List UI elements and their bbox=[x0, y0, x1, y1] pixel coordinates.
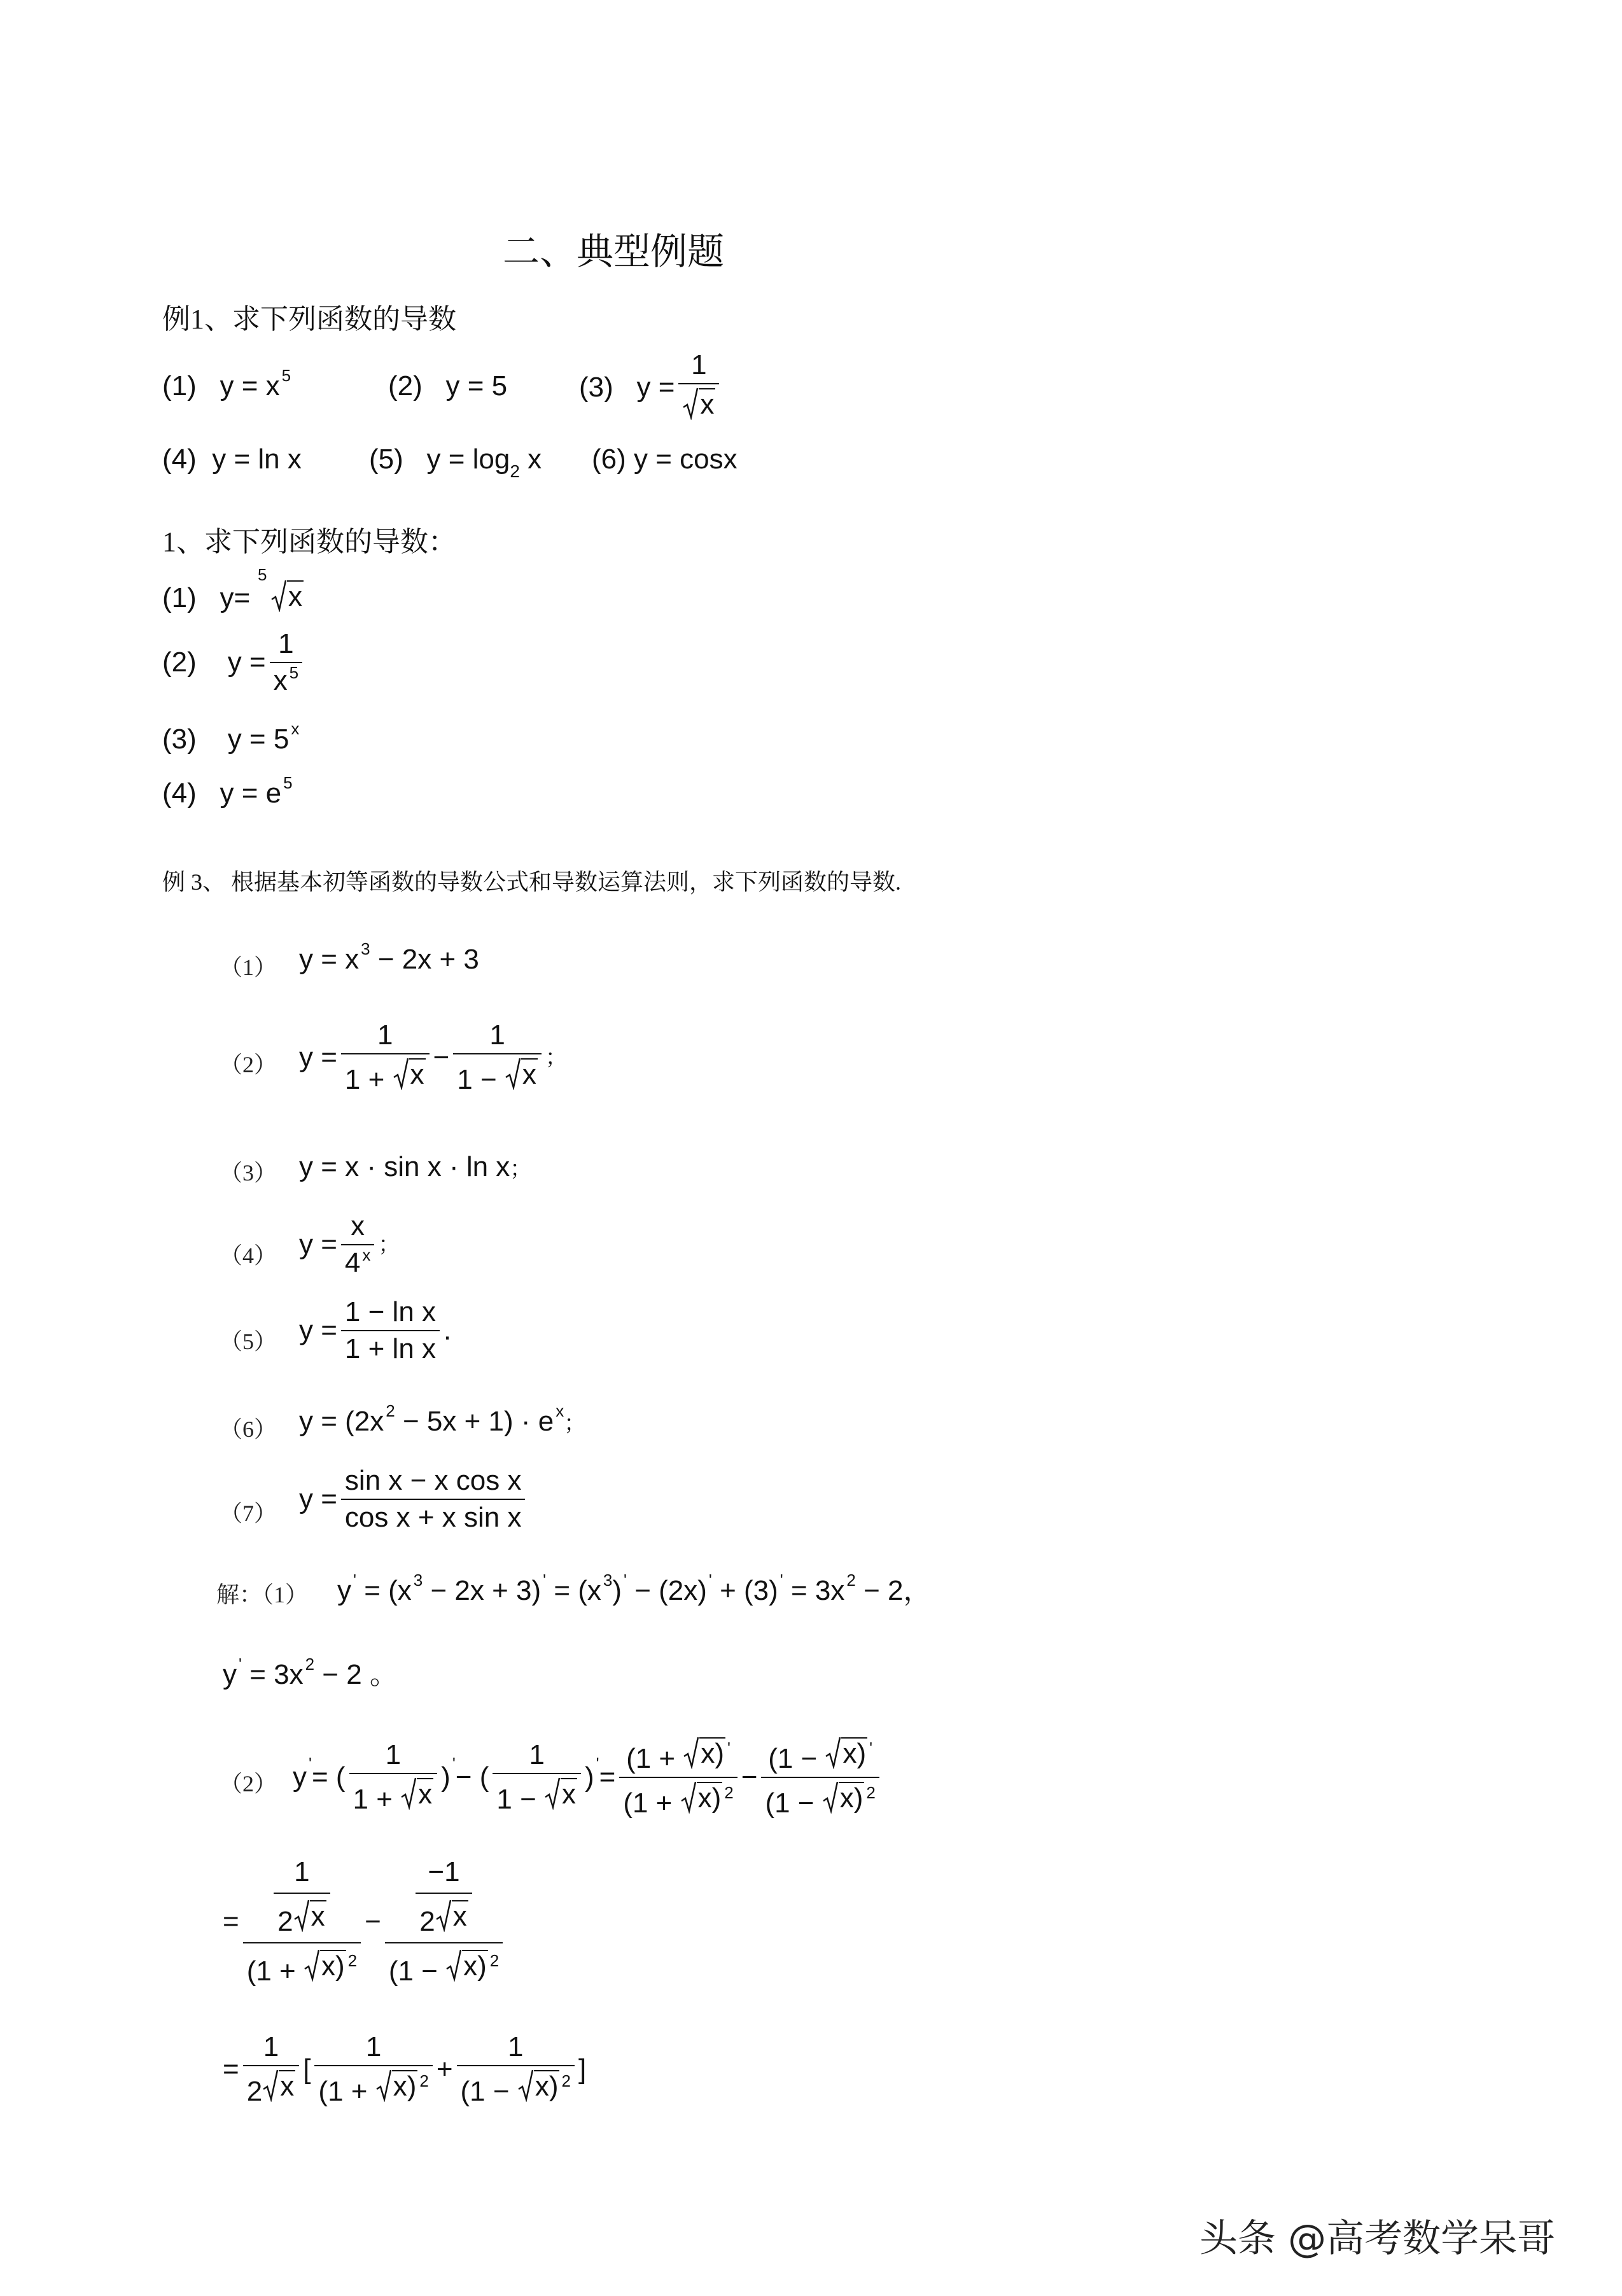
ex2-item-1-index: 5 bbox=[258, 565, 267, 584]
ex3-eq-4: y = $\frac{x}{4 ^x}$ ； bbox=[299, 1210, 400, 1278]
ex1-item-2: (2) y = 5 bbox=[388, 370, 508, 402]
ex3-label-1: （1） bbox=[220, 955, 277, 980]
ex3-label-7: （7） bbox=[220, 1501, 277, 1526]
ex2-heading: 1、求下列函数的导数： bbox=[162, 526, 456, 557]
ex2-item-4: (4) y = e $^5$ bbox=[162, 773, 293, 809]
ex3-eq-5: y = $\frac{\text{1 − ln x}}{\text{1 + ln x}}$ . bbox=[299, 1296, 452, 1364]
ex3-label-5: （5） bbox=[220, 1329, 277, 1354]
ex1-item-5: (5) $y = \log_2 x$ bbox=[369, 444, 542, 481]
solution-step-3: = 1 2 x (1 + x) $^2$ − −1 2 x (1 − x) $^2$ bbox=[223, 1858, 507, 1985]
ex3-label-6: （6） bbox=[220, 1417, 277, 1442]
ex1-item-3: (3) y = $\frac{1}{x}$ bbox=[579, 351, 723, 424]
page-title: 二、典型例题 bbox=[503, 231, 725, 272]
solution-label: 解：（1） bbox=[216, 1582, 309, 1607]
solution-label-2: （2） bbox=[220, 1771, 277, 1796]
ex3-eq-6: y = (2x $^2$ − 5x + 1) · e $^x$； bbox=[299, 1401, 586, 1437]
solution-step-2: y ' = ( 1 1 + x ) ' − ( 1 1 − x ) ' = (1 + x) ' (1 + x) $^2$ − (1 − x) ' (1 − x) $^2$ bbox=[293, 1737, 883, 1817]
ex2-item-1-radical: x bbox=[270, 580, 304, 616]
ex3-eq-1: y = x $^3$ − 2x + 3 bbox=[299, 939, 479, 975]
ex2-item-3: (3) y = 5 $^x$ bbox=[162, 719, 300, 755]
watermark: 头条 @高考数学呆哥 bbox=[1199, 2216, 1556, 2261]
ex3-label-4: （4） bbox=[220, 1243, 277, 1268]
ex3-heading: 例 3、 根据基本初等函数的导数公式和导数运算法则，求下列函数的导数. bbox=[162, 869, 902, 895]
ex1-item-4: (4) y = ln x bbox=[162, 444, 302, 475]
solution-step-4: = 1 2 x [ 1 (1 + x) $^2$ + 1 (1 − x) $^2$ ] bbox=[223, 2031, 587, 2107]
solution-step-1-result: y ' = 3x $^2$ − 2 。 bbox=[223, 1655, 398, 1690]
ex1-item-1: (1) y = x $^5$ bbox=[162, 366, 291, 402]
ex3-eq-3: y = x · sin x · ln x； bbox=[299, 1151, 532, 1182]
solution-step-1: y ' = (x $^3$ − 2x + 3) ' = (x $^3$) ' − (2x) ' + (3) ' = 3x $^2$ − 2， bbox=[337, 1571, 932, 1606]
ex3-label-2: （2） bbox=[220, 1052, 277, 1077]
ex3-label-3: （3） bbox=[220, 1160, 277, 1186]
ex2-item-2: (2) y = $\frac{1}{x ^5}$ bbox=[162, 630, 306, 695]
ex3-eq-2: y = 1 1 + x − 1 1 − x ； bbox=[299, 1019, 567, 1095]
ex2-item-1: (1) y= bbox=[162, 582, 251, 613]
ex1-heading: 例1、求下列函数的导数 bbox=[162, 304, 456, 335]
ex1-item-6: (6) y = cosx bbox=[592, 444, 738, 475]
ex3-eq-7: y = $\frac{\text{sin x − x cos x}}{\text{cos x + x sin x}}$ bbox=[299, 1467, 529, 1532]
